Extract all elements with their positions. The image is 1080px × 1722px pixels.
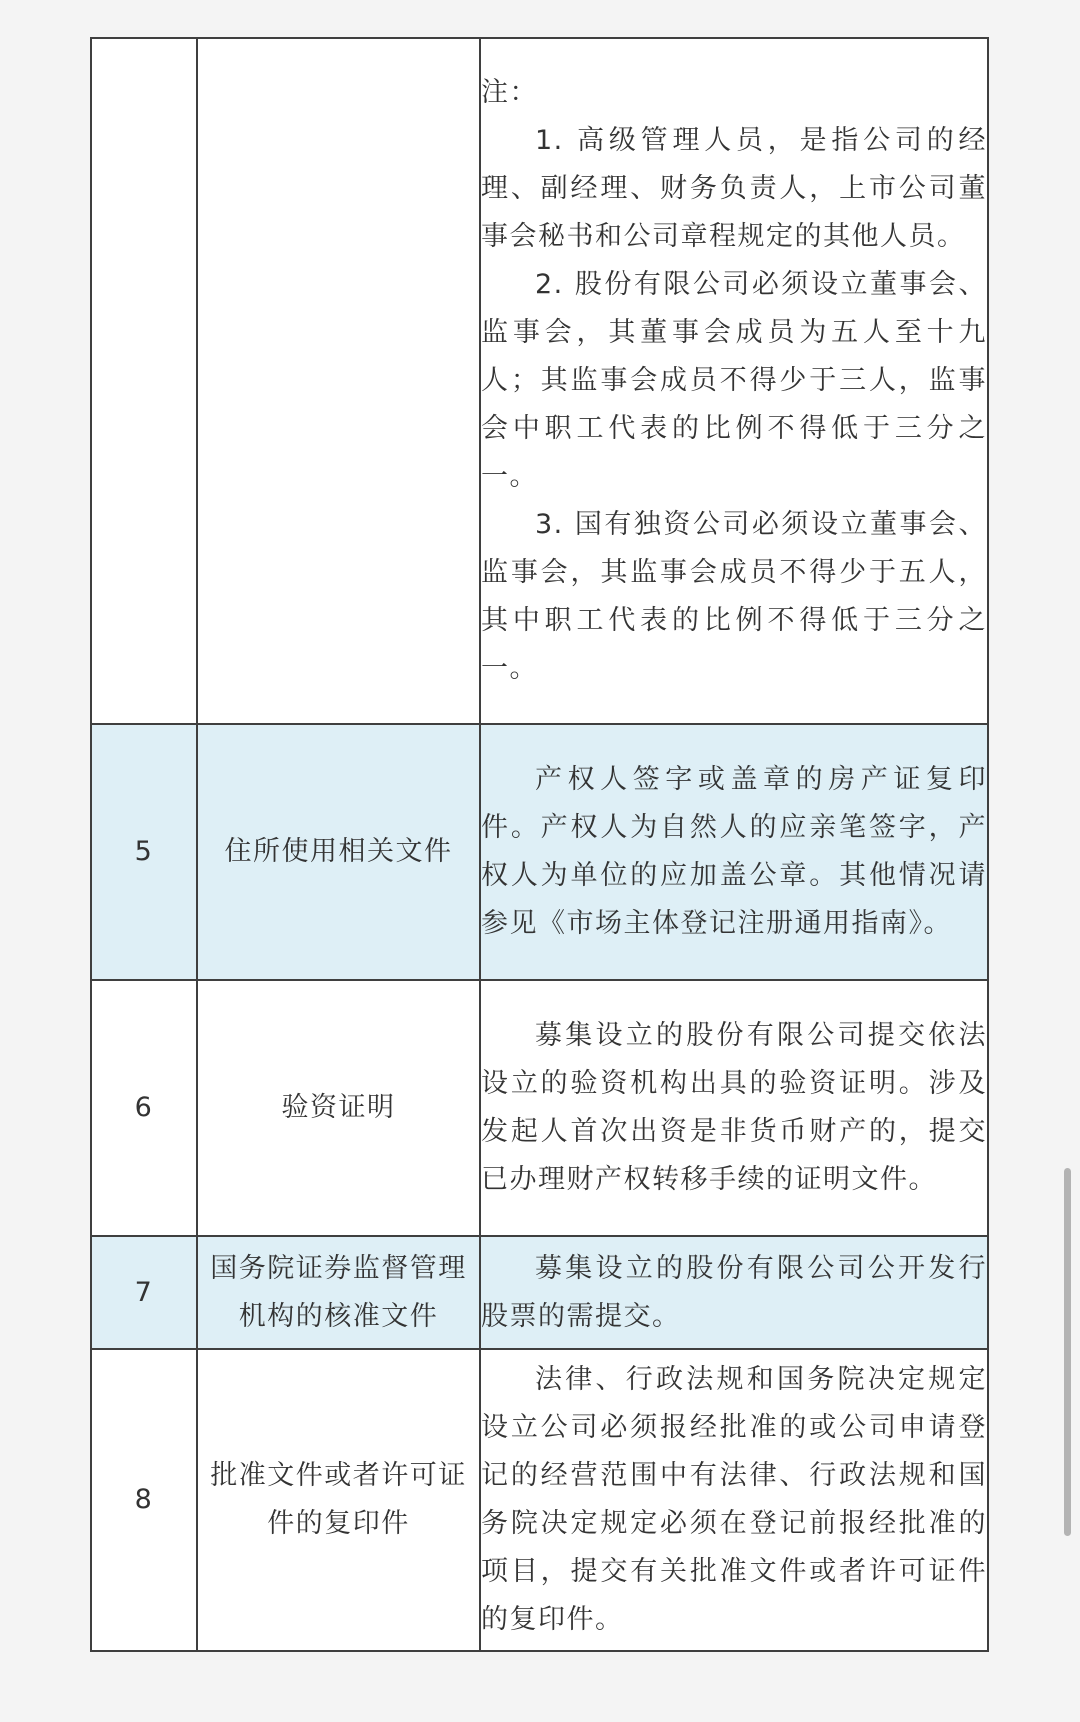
- document-name: 国务院证券监督管理机构的核准文件: [197, 1236, 480, 1349]
- document-name: 验资证明: [197, 980, 480, 1236]
- document-requirement: [480, 1236, 988, 1349]
- row-number: 6: [91, 980, 197, 1236]
- table-row: [91, 1349, 988, 1651]
- table-row: [91, 980, 988, 1236]
- document-requirement: [480, 724, 988, 980]
- document-requirement: [480, 1349, 988, 1651]
- row-number: 5: [91, 724, 197, 980]
- document-table: [90, 37, 989, 1652]
- note-item: 2. 股份有限公司必须设立董事会、监事会，其董事会成员为五人至十九人；其监事会成员不得少于三人，监事会中职工代表的比例不得低于三分之一。: [481, 269, 987, 492]
- table-row: [91, 724, 988, 980]
- table-row: [91, 38, 988, 724]
- document-name: 批准文件或者许可证件的复印件: [197, 1349, 480, 1651]
- requirement-text: 法律、行政法规和国务院决定规定设立公司必须报经批准的或公司申请登记的经营范围中有法律、行政法规和国务院决定规定必须在登记前报经批准的项目，提交有关批准文件或者许可证件的复印件。: [481, 1364, 987, 1635]
- requirement-text: 募集设立的股份有限公司公开发行股票的需提交。: [481, 1252, 987, 1332]
- document-requirement: [480, 980, 988, 1236]
- note-heading: 注：: [481, 77, 538, 108]
- row-number: [91, 38, 197, 724]
- requirement-text: 产权人签字或盖章的房产证复印件。产权人为自然人的应亲笔签字，产权人为单位的应加盖公章。其他情况请参见《市场主体登记注册通用指南》。: [481, 764, 987, 939]
- document-requirement: [480, 38, 988, 724]
- note-item: 3. 国有独资公司必须设立董事会、监事会，其监事会成员不得少于五人，其中职工代表的比例不得低于三分之一。: [481, 509, 987, 684]
- vertical-scrollbar[interactable]: [1064, 1168, 1071, 1536]
- row-number: 8: [91, 1349, 197, 1651]
- note-item: 1. 高级管理人员，是指公司的经理、副经理、财务负责人，上市公司董事会秘书和公司章程规定的其他人员。: [481, 125, 987, 252]
- document-name: [197, 38, 480, 724]
- table-row: [91, 1236, 988, 1349]
- requirement-text: 募集设立的股份有限公司提交依法设立的验资机构出具的验资证明。涉及发起人首次出资是非货币财产的，提交已办理财产权转移手续的证明文件。: [481, 1020, 987, 1195]
- document-name: 住所使用相关文件: [197, 724, 480, 980]
- row-number: 7: [91, 1236, 197, 1349]
